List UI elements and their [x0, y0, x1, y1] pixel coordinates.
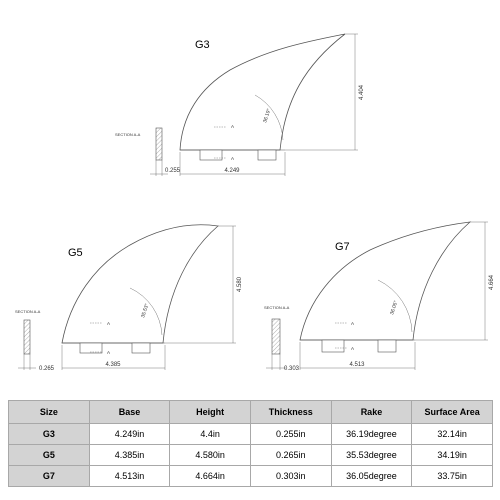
table-cell: 35.53degree	[331, 445, 412, 466]
section-marker: A	[351, 321, 355, 326]
table-row	[9, 445, 493, 466]
table-cell: 4.513in	[89, 466, 170, 487]
row-header: G3	[9, 424, 90, 445]
section-label: SECTION A-A	[264, 305, 290, 310]
column-header: Thickness	[250, 401, 331, 424]
fin-g3	[115, 34, 365, 176]
section-label: SECTION A-A	[115, 132, 141, 137]
table-cell: 36.05degree	[331, 466, 412, 487]
table-header-row	[9, 401, 493, 424]
table-cell: 32.14in	[412, 424, 493, 445]
thickness-label: 0.255	[165, 168, 181, 174]
thickness-label: 0.265	[39, 366, 55, 372]
base-label: 4.385	[105, 362, 121, 368]
table-cell: 33.75in	[412, 466, 493, 487]
height-label: 4.580	[237, 276, 243, 292]
fin-outline	[62, 225, 218, 343]
section-profile	[272, 319, 280, 354]
table-cell: 4.664in	[170, 466, 251, 487]
fin-tab	[200, 150, 222, 160]
table-row	[9, 424, 493, 445]
table-row	[9, 466, 493, 487]
column-header: Rake	[331, 401, 412, 424]
fin-tab	[322, 340, 344, 352]
table-cell: 34.19in	[412, 445, 493, 466]
section-marker: A	[231, 124, 235, 129]
table-cell: 4.249in	[89, 424, 170, 445]
angle-label: 36.19°	[262, 107, 273, 124]
angle-label: 35.53°	[140, 302, 151, 319]
row-header: G5	[9, 445, 90, 466]
section-label: SECTION A-A	[15, 309, 41, 314]
fin-title: G3	[195, 39, 210, 51]
table-cell: 0.255in	[250, 424, 331, 445]
table-cell: 4.580in	[170, 445, 251, 466]
fin-title: G5	[68, 247, 83, 259]
table-cell: 36.19degree	[331, 424, 412, 445]
section-marker: A	[351, 346, 355, 351]
table-cell: 0.303in	[250, 466, 331, 487]
fin-outline	[300, 222, 470, 340]
fin-tab	[258, 150, 276, 160]
thickness-label: 0.303	[284, 366, 300, 372]
column-header: Height	[170, 401, 251, 424]
column-header: Base	[89, 401, 170, 424]
fin-tab	[132, 343, 150, 353]
height-label: 4.664	[489, 274, 495, 290]
column-header: Surface Area	[412, 401, 493, 424]
section-profile	[156, 128, 162, 160]
column-header: Size	[9, 401, 90, 424]
table-cell: 4.4in	[170, 424, 251, 445]
section-marker: A	[231, 156, 235, 161]
spec-table	[8, 400, 493, 487]
section-marker: A	[107, 350, 111, 355]
table-cell: 0.265in	[250, 445, 331, 466]
row-header: G7	[9, 466, 90, 487]
fin-tab	[378, 340, 396, 352]
table-cell: 4.385in	[89, 445, 170, 466]
fin-title: G7	[335, 241, 350, 253]
fin-g7	[264, 222, 495, 372]
base-label: 4.249	[224, 168, 240, 174]
base-label: 4.513	[349, 362, 365, 368]
height-label: 4.404	[359, 84, 365, 100]
fin-outline	[180, 34, 345, 150]
fin-tab	[80, 343, 102, 353]
fin-g5	[15, 225, 243, 372]
angle-label: 36.05°	[389, 299, 400, 316]
section-profile	[24, 320, 30, 354]
section-marker: A	[107, 321, 111, 326]
